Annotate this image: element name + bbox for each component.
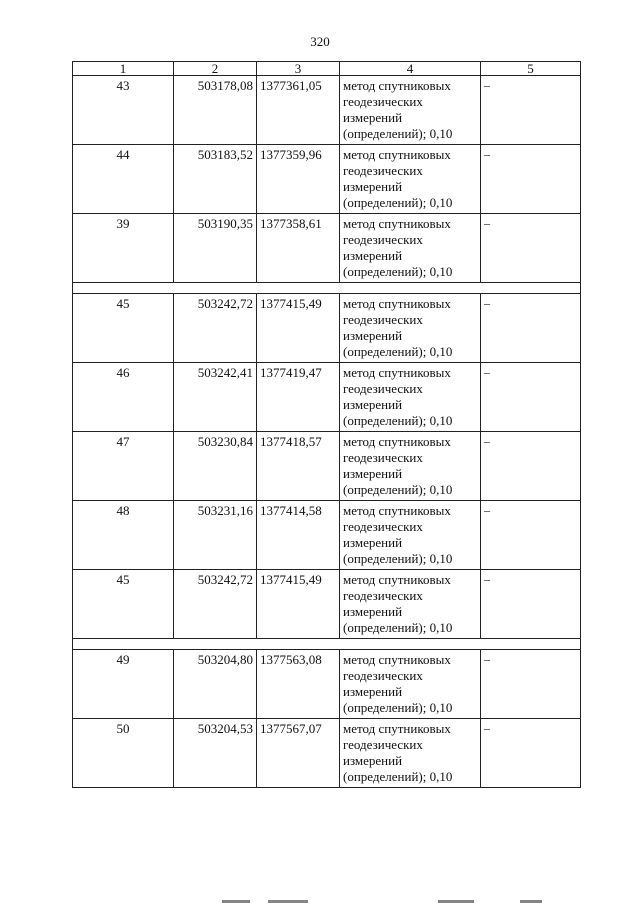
point-number-cell: 39: [73, 214, 174, 283]
y-coordinate-cell: 1377415,49: [257, 570, 340, 639]
method-line: метод спутниковых: [343, 216, 451, 231]
y-coordinate-cell: 1377361,05: [257, 76, 340, 145]
method-line: (определений); 0,10: [343, 700, 453, 715]
note-cell: –: [481, 76, 581, 145]
x-coordinate-cell: 503178,08: [174, 76, 257, 145]
point-number-cell: 49: [73, 650, 174, 719]
method-cell: [340, 294, 481, 363]
group-separator-cell: [73, 639, 581, 650]
x-coordinate-cell: 503204,80: [174, 650, 257, 719]
y-coordinate-cell: 1377418,57: [257, 432, 340, 501]
method-line: геодезических: [343, 588, 423, 603]
note-cell: –: [481, 570, 581, 639]
point-number-cell: 50: [73, 719, 174, 788]
method-line: (определений); 0,10: [343, 551, 453, 566]
table-row: [73, 650, 581, 719]
method-line: измерений: [343, 535, 403, 550]
method-line: измерений: [343, 110, 403, 125]
table-body: [73, 76, 581, 788]
table-header: [73, 62, 581, 76]
method-line: метод спутниковых: [343, 652, 451, 667]
point-number-cell: 48: [73, 501, 174, 570]
point-number-cell: 45: [73, 294, 174, 363]
x-coordinate-cell: 503242,41: [174, 363, 257, 432]
note-cell: –: [481, 719, 581, 788]
method-line: метод спутниковых: [343, 147, 451, 162]
y-coordinate-cell: 1377563,08: [257, 650, 340, 719]
method-line: измерений: [343, 397, 403, 412]
method-line: (определений); 0,10: [343, 126, 453, 141]
y-coordinate-cell: 1377567,07: [257, 719, 340, 788]
method-line: (определений); 0,10: [343, 620, 453, 635]
method-line: метод спутниковых: [343, 572, 451, 587]
method-line: геодезических: [343, 94, 423, 109]
method-line: геодезических: [343, 737, 423, 752]
scan-artifact: [0, 898, 640, 905]
note-cell: –: [481, 432, 581, 501]
method-line: (определений); 0,10: [343, 264, 453, 279]
method-cell: [340, 719, 481, 788]
column-header-3: 3: [257, 62, 340, 76]
coordinates-table: [72, 61, 581, 788]
point-number-cell: 44: [73, 145, 174, 214]
page-number: 320: [310, 34, 330, 49]
method-line: геодезических: [343, 163, 423, 178]
point-number-cell: 45: [73, 570, 174, 639]
method-line: метод спутниковых: [343, 503, 451, 518]
note-cell: –: [481, 145, 581, 214]
method-line: (определений); 0,10: [343, 413, 453, 428]
method-line: геодезических: [343, 668, 423, 683]
point-number-cell: 46: [73, 363, 174, 432]
y-coordinate-cell: 1377415,49: [257, 294, 340, 363]
column-header-2: 2: [174, 62, 257, 76]
note-cell: –: [481, 294, 581, 363]
method-line: (определений); 0,10: [343, 482, 453, 497]
method-line: измерений: [343, 684, 403, 699]
group-separator-cell: [73, 283, 581, 294]
x-coordinate-cell: 503190,35: [174, 214, 257, 283]
y-coordinate-cell: 1377419,47: [257, 363, 340, 432]
x-coordinate-cell: 503242,72: [174, 294, 257, 363]
group-separator-row: [73, 283, 581, 294]
note-cell: –: [481, 650, 581, 719]
method-line: (определений); 0,10: [343, 344, 453, 359]
y-coordinate-cell: 1377414,58: [257, 501, 340, 570]
x-coordinate-cell: 503230,84: [174, 432, 257, 501]
note-cell: –: [481, 501, 581, 570]
method-line: метод спутниковых: [343, 78, 451, 93]
method-line: метод спутниковых: [343, 296, 451, 311]
point-number-cell: 43: [73, 76, 174, 145]
column-header-1: 1: [73, 62, 174, 76]
method-cell: [340, 432, 481, 501]
method-line: (определений); 0,10: [343, 195, 453, 210]
table-row: [73, 363, 581, 432]
table-row: [73, 432, 581, 501]
method-line: измерений: [343, 179, 403, 194]
method-cell: [340, 145, 481, 214]
method-cell: [340, 570, 481, 639]
column-header-4: 4: [340, 62, 481, 76]
table-row: [73, 719, 581, 788]
method-cell: [340, 214, 481, 283]
method-line: измерений: [343, 328, 403, 343]
method-line: измерений: [343, 466, 403, 481]
x-coordinate-cell: 503242,72: [174, 570, 257, 639]
method-line: геодезических: [343, 232, 423, 247]
method-line: измерений: [343, 753, 403, 768]
header-row: [73, 62, 581, 76]
group-separator-row: [73, 639, 581, 650]
method-line: метод спутниковых: [343, 365, 451, 380]
table-row: [73, 145, 581, 214]
table-row: [73, 501, 581, 570]
y-coordinate-cell: 1377359,96: [257, 145, 340, 214]
method-line: (определений); 0,10: [343, 769, 453, 784]
method-line: геодезических: [343, 312, 423, 327]
table-row: [73, 570, 581, 639]
point-number-cell: 47: [73, 432, 174, 501]
method-line: метод спутниковых: [343, 434, 451, 449]
y-coordinate-cell: 1377358,61: [257, 214, 340, 283]
method-line: геодезических: [343, 381, 423, 396]
method-cell: [340, 363, 481, 432]
x-coordinate-cell: 503183,52: [174, 145, 257, 214]
method-cell: [340, 501, 481, 570]
table-row: [73, 76, 581, 145]
x-coordinate-cell: 503231,16: [174, 501, 257, 570]
note-cell: –: [481, 363, 581, 432]
method-cell: [340, 76, 481, 145]
method-line: измерений: [343, 248, 403, 263]
method-line: метод спутниковых: [343, 721, 451, 736]
method-line: геодезических: [343, 450, 423, 465]
method-line: геодезических: [343, 519, 423, 534]
note-cell: –: [481, 214, 581, 283]
x-coordinate-cell: 503204,53: [174, 719, 257, 788]
method-cell: [340, 650, 481, 719]
column-header-5: 5: [481, 62, 581, 76]
method-line: измерений: [343, 604, 403, 619]
table-row: [73, 214, 581, 283]
table-row: [73, 294, 581, 363]
